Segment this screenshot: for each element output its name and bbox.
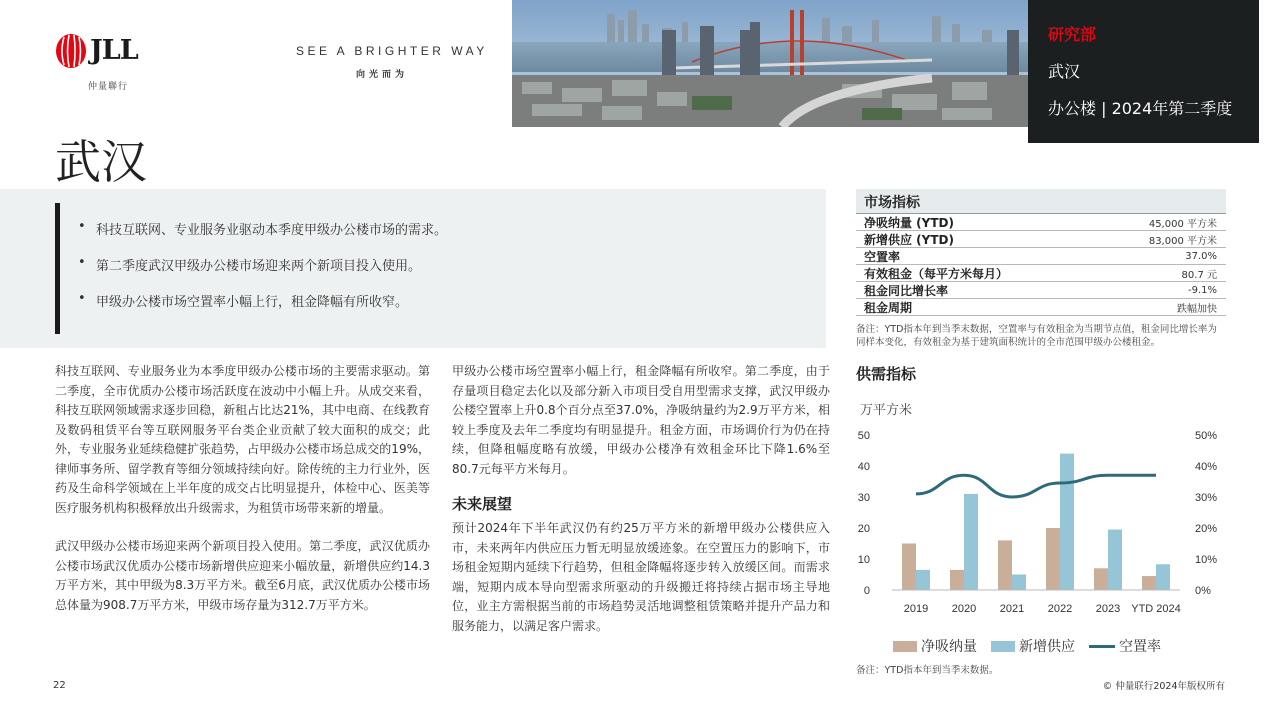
y-left-tick-label: 30 [857, 492, 870, 504]
highlight-item: • 第二季度武汉甲级办公楼市场迎来两个新项目投入使用。 [78, 255, 447, 274]
y-right-tick-label: 30% [1195, 492, 1218, 504]
y-left-tick-label: 50 [857, 430, 870, 442]
x-tick-label: 2023 [1095, 603, 1121, 615]
metric-value: 80.7 元 [1181, 269, 1217, 281]
highlight-list [78, 219, 447, 327]
metric-value: 83,000 平方米 [1148, 235, 1217, 247]
metric-value: -9.1% [1187, 284, 1217, 296]
bar-supply [1012, 575, 1026, 591]
supply-demand-heading: 供需指标 [856, 365, 917, 383]
bar-supply [964, 494, 978, 590]
y-right-tick-label: 0% [1195, 585, 1211, 597]
bar-absorption [998, 540, 1012, 590]
metric-row [856, 248, 1226, 265]
bar-absorption [1094, 568, 1108, 590]
bar-absorption [1046, 528, 1060, 590]
wuhan-skyline-photo [512, 0, 1029, 127]
metric-row [856, 265, 1226, 282]
legend-item [1089, 636, 1161, 656]
y-left-tick-label: 10 [857, 554, 870, 566]
metric-label: 租金周期 [864, 300, 913, 315]
copyright: © 仲量联行2024年版权所有 [1102, 681, 1225, 692]
jll-logo [55, 33, 145, 93]
slogan-cn: 向光而为 [356, 70, 409, 80]
x-tick-label: 2022 [1047, 603, 1073, 615]
bar-absorption [950, 570, 964, 590]
metric-label: 净吸纳量 (YTD) [864, 215, 954, 230]
bar-absorption [902, 544, 916, 591]
metric-label: 有效租金（每平方米每月） [864, 266, 1009, 281]
body-paragraph: 科技互联网、专业服务业为本季度甲级办公楼市场的主要需求驱动。第二季度，全市优质办公楼市场活跃度在波动中小幅上升。从成交来看，科技互联网领域需求逐步回稳，新租占比达21%，其中电商、在线教育及数码租赁平台等互联网服务平台类企业贡献了较大面积的成交；此外，专业服务业延续稳健扩张趋势，占甲级办公楼市场总成交的19%，律师事务所、留学教育等细分领域持续向好。除传统的主力行业外，医药及生命科学领域在上半年度的成交占比明显提升，体检中心、医美等医疗服务机构积极释放出升级需求，为租赁市场带来新的增量。 [55, 364, 430, 515]
metric-label: 租金同比增长率 [864, 283, 949, 298]
highlights-panel [0, 189, 826, 348]
x-tick-label: YTD 2024 [1131, 603, 1181, 615]
legend-label: 新增供应 [1019, 639, 1075, 655]
legend-swatch-vacancy [1089, 645, 1115, 648]
legend-swatch-supply [991, 641, 1015, 652]
body-paragraph: 武汉甲级办公楼市场迎来两个新项目投入使用。第二季度，武汉优质办公楼市场武汉优质办公楼市场新增供应迎来小幅放量，新增供应约14.3万平方米，其中甲级为8.3万平方米。截至6月底，武汉优质办公楼市场总体量为908.7万平方米，甲级市场存量为312.7万平方米。 [55, 539, 430, 612]
metric-row [856, 282, 1226, 299]
x-tick-label: 2019 [903, 603, 929, 615]
metric-row [856, 231, 1226, 248]
body-paragraph: 甲级办公楼市场空置率小幅上行，租金降幅有所收窄。第二季度，由于存量项目稳定去化以及部分新入市项目受自用型需求支撑，武汉甲级办公楼空置率上升0.8个百分点至37.0%，净吸纳量约为2.9万平方米，相较上季度及去年二季度均有明显提升。租金方面，市场调价行为仍在持续，但降租幅度略有放缓，甲级办公楼净有效租金环比下降1.6%至80.7元每平方米每月。 [452, 364, 830, 476]
bar-supply [1156, 564, 1170, 590]
report-info-box [1028, 0, 1259, 143]
body-column-right [452, 362, 830, 655]
legend-swatch-absorption [893, 641, 917, 652]
outlook-heading: 未来展望 [452, 495, 513, 513]
y-left-tick-label: 40 [857, 461, 870, 473]
y-left-tick-label: 20 [857, 523, 870, 535]
body-column-left [55, 362, 430, 634]
bar-absorption [1142, 576, 1156, 590]
metric-row [856, 299, 1226, 316]
bar-supply [1108, 530, 1122, 590]
y-right-tick-label: 40% [1195, 461, 1218, 473]
chart-note: 备注：YTD指本年到当季末数据。 [856, 665, 999, 676]
chart-unit-label: 万平方米 [860, 403, 913, 418]
metric-value: 45,000 平方米 [1148, 218, 1217, 230]
y-right-tick-label: 10% [1195, 554, 1218, 566]
y-left-tick-label: 0 [863, 585, 870, 597]
highlight-item: • 甲级办公楼市场空置率小幅上行，租金降幅有所收窄。 [78, 291, 447, 310]
chart-legend [893, 636, 1161, 656]
vacancy-line [916, 475, 1156, 497]
metric-value: 跌幅加快 [1177, 303, 1217, 315]
x-tick-label: 2021 [999, 603, 1025, 615]
bar-supply [1060, 454, 1074, 590]
legend-item [893, 636, 977, 656]
supply-demand-chart [850, 420, 1230, 630]
legend-item [991, 636, 1075, 656]
x-tick-label: 2020 [951, 603, 977, 615]
page-number: 22 [53, 680, 66, 691]
department-label: 研究部 [1048, 25, 1097, 44]
y-right-tick-label: 20% [1195, 523, 1218, 535]
metrics-note: 备注：YTD指本年到当季末数据，空置率与有效租金为当期节点值，租金同比增长率为同样本变化，有效租金为基于建筑面积统计的全市范围甲级办公楼租金。 [856, 324, 1217, 348]
page-title: 武汉 [55, 135, 147, 189]
city-label: 武汉 [1048, 62, 1081, 81]
body-paragraph: 预计2024年下半年武汉仍有约25万平方米的新增甲级办公楼供应入市，未来两年内供应压力暂无明显放缓迹象。在空置压力的影响下，市场租金短期内延续下行趋势，但租金降幅将逐步转入放缓区间。而需求端，短期内成本导向型需求所驱动的升级搬迁将持续占据市场主导地位，业主方需根据当前的市场趋势灵活地调整租赁策略并提升产品力和服务能力，以满足客户需求。 [452, 521, 830, 633]
logo-subtitle: 仲量聯行 [88, 82, 129, 92]
highlight-item: • 科技互联网、专业服务业驱动本季度甲级办公楼市场的需求。 [78, 219, 447, 238]
metric-row [856, 214, 1226, 231]
y-right-tick-label: 50% [1195, 430, 1218, 442]
report-period: 办公楼 | 2024年第二季度 [1048, 99, 1233, 118]
slogan: SEE A BRIGHTER WAY [296, 44, 488, 58]
accent-bar [55, 203, 60, 334]
metrics-heading: 市场指标 [856, 189, 1226, 214]
jll-emblem-icon [55, 33, 87, 69]
bar-supply [916, 570, 930, 590]
market-metrics-table [856, 189, 1226, 349]
metric-label: 空置率 [864, 249, 901, 264]
metric-label: 新增供应 (YTD) [864, 232, 954, 247]
legend-label: 净吸纳量 [921, 639, 977, 655]
legend-label: 空置率 [1119, 639, 1161, 655]
metric-value: 37.0% [1185, 250, 1217, 262]
logo-text: JLL [90, 35, 138, 66]
